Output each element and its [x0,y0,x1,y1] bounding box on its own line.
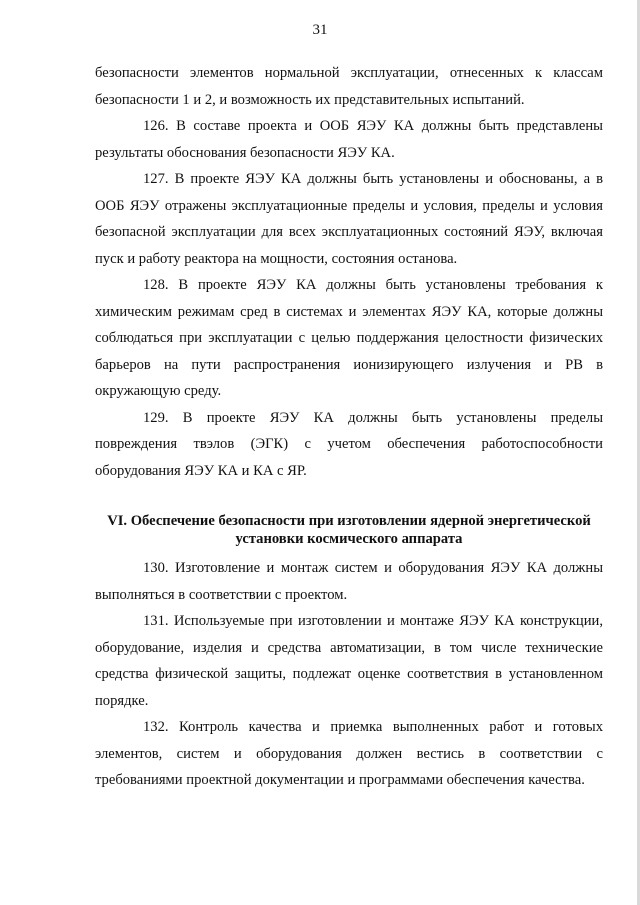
paragraph-131: 131. Используемые при изготовлении и монтаже ЯЭУ КА конструкции, оборудование, изделия и средства автоматизации, в том числе технические средства физической защиты, подлежат оценке соответствия в установленном порядке. [95,613,603,709]
body-text-top [95,60,603,484]
page-number: 31 [312,22,328,38]
paragraph-126: 126. В составе проекта и ООБ ЯЭУ КА должны быть представлены результаты обоснования безопасности ЯЭУ КА. [95,118,603,161]
section-heading-line-1: VI. Обеспечение безопасности при изготовлении ядерной энергетической [107,513,591,529]
paragraph-127: 127. В проекте ЯЭУ КА должны быть установлены и обоснованы, а в ООБ ЯЭУ отражены эксплуатационные пределы и условия, пределы и условия безопасной эксплуатации для всех эксплуатационных состояний ЯЭУ, включая пуск и работу реактора на мощности, состояния останова. [95,171,603,267]
paragraph-132: 132. Контроль качества и приемка выполненных работ и готовых элементов, систем и оборудования должен вестись в соответствии с требованиями проектной документации и программами обеспечения качества. [95,719,603,788]
body-text-bottom [95,555,603,794]
paragraph-130: 130. Изготовление и монтаж систем и оборудования ЯЭУ КА должны выполняться в соответствии с проектом. [95,560,603,603]
section-heading [95,512,603,548]
section-heading-line-2: установки космического аппарата [235,531,463,547]
paragraph-129: 129. В проекте ЯЭУ КА должны быть установлены пределы повреждения твэлов (ЭГК) с учетом обеспечения работоспособности оборудования ЯЭУ КА и КА с ЯР. [95,409,603,479]
paragraph-128: 128. В проекте ЯЭУ КА должны быть установлены требования к химическим режимам сред в системах и элементах ЯЭУ КА, которые должны соблюдаться при эксплуатации с целью поддержания целостности физических барьеров на пути распространения ионизирующего излучения и РВ в окружающую среду. [95,277,603,399]
paragraph-continuation: безопасности элементов нормальной эксплуатации, отнесенных к классам безопасности 1 и 2, и возможность их представительных испытаний. [95,65,603,108]
